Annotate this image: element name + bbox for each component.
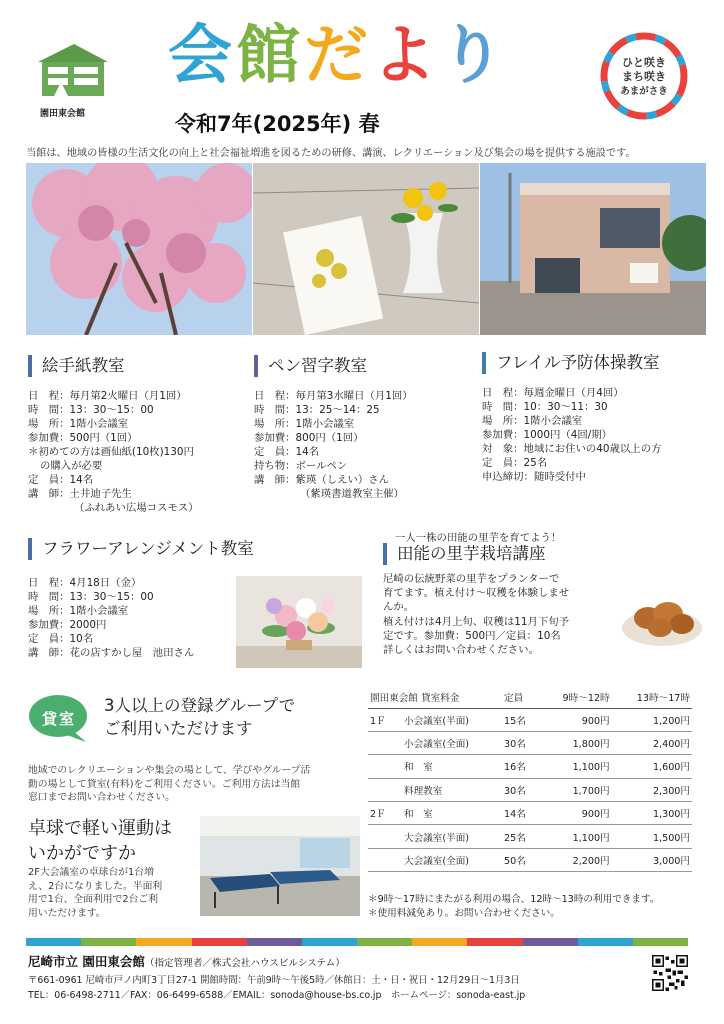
stripe-segment <box>412 938 467 946</box>
frail-class-info <box>482 386 661 484</box>
satoimo-tagline: 一人一株の田能の里芋を育てよう！ <box>395 532 562 544</box>
table-row <box>368 825 692 848</box>
info-line: 対 象：地域にお住いの40歳以上の方 <box>482 443 662 455</box>
frail-class-heading: フレイル予防体操教室 <box>482 352 660 374</box>
badge-line: まち咲き <box>622 70 666 83</box>
room-cell: 和 室 <box>404 809 433 821</box>
pm-price-cell: 3,000円 <box>652 856 690 868</box>
capacity-cell: 50名 <box>504 856 526 868</box>
capacity-cell: 30名 <box>504 785 526 797</box>
note-line: ＊9時〜17時にまたがる利用の場合、12時〜13時の利用できます。 <box>368 894 660 905</box>
pen-class-info <box>254 389 413 501</box>
table-tennis-room-photo <box>200 816 360 916</box>
floor-cell <box>368 755 402 778</box>
info-line: （紫瑛書道教室主催） <box>300 488 404 500</box>
heading-line: 卓球で軽い運動は <box>28 818 172 839</box>
info-line: 講 師：土井迪子先生 <box>28 488 132 500</box>
body-line: え、2台になりました。半面利 <box>28 880 163 892</box>
floor-cell <box>368 778 402 801</box>
taro-dish-icon <box>620 588 704 650</box>
info-line: の購入が必要 <box>40 460 103 472</box>
stripe-segment <box>26 938 81 946</box>
info-line: 参加費：500円（1回） <box>28 432 138 444</box>
info-line: 講 師：花の店すかし屋 池田さん <box>28 647 195 659</box>
room-cell: 大会議室(半面) <box>404 832 470 844</box>
info-line: 詳しくはお問い合わせください。 <box>383 644 539 657</box>
body-line: 動の場として貸室(有料)をご利用ください。ご利用方法は当館 <box>28 778 301 790</box>
info-line: ＊初めての方は画仙紙(10枚)130円 <box>28 446 194 458</box>
rental-label: 貸室 <box>41 710 76 728</box>
stripe-segment <box>81 938 136 946</box>
room-cell: 小会議室(全面) <box>404 739 470 751</box>
table-row <box>368 731 692 754</box>
logo-caption: 園田東会館 <box>40 109 86 119</box>
room-price-table <box>368 686 692 872</box>
stripe-segment <box>136 938 191 946</box>
info-line: （ふれあい広場コスモス） <box>74 502 199 514</box>
info-line: 申込締切：随時受付中 <box>482 471 586 483</box>
room-cell: 小会議室(半面) <box>404 715 470 727</box>
table-row <box>368 755 692 778</box>
capacity-cell: 16名 <box>504 762 526 774</box>
floor-cell <box>368 731 402 754</box>
table-row <box>368 708 692 731</box>
title-char: だ <box>304 19 372 93</box>
building-logo-icon <box>34 40 112 98</box>
info-line: 場 所：1階小会議室 <box>28 605 129 617</box>
info-line: 定 員：14名 <box>254 446 320 458</box>
info-line: 定 員：10名 <box>28 633 94 645</box>
stripe-segment <box>633 938 688 946</box>
badge-line: ひと咲き <box>622 56 666 69</box>
cherry-blossom-photo <box>26 163 252 335</box>
room-cell: 和 室 <box>404 762 433 774</box>
stripe-segment <box>357 938 412 946</box>
info-line: 定 員：25名 <box>482 457 548 469</box>
price-table-header: 13時〜17時 <box>636 692 690 704</box>
flower-class-heading: フラワーアレンジメント教室 <box>28 538 254 560</box>
body-line: 2F大会議室の卓球台が1台増 <box>28 867 154 878</box>
capacity-cell: 14名 <box>504 809 526 821</box>
stripe-segment <box>467 938 522 946</box>
address-line: 〒661-0961 尼崎市戸ノ内町3丁目27-1 開館時間：午前9時〜午後5時／休館日：土・日・祝日・12月29日〜1月3日 <box>28 975 520 986</box>
price-notes <box>368 893 698 921</box>
title-char: り <box>440 19 508 93</box>
floor-cell <box>368 848 402 871</box>
etegami-artwork-photo <box>253 163 479 335</box>
pm-price-cell: 2,400円 <box>652 739 690 751</box>
pm-price-cell: 1,600円 <box>652 762 690 774</box>
info-line: 参加費：1000円（4回/期） <box>482 429 613 441</box>
contact-line: TEL：06-6498-2711／FAX：06-6499-6588／EMAIL：sonoda@house-bs.co.jp ホームページ：sonoda-east.jp <box>28 990 526 1001</box>
stripe-segment <box>192 938 247 946</box>
table-row <box>368 848 692 871</box>
facility-name-text: 尼崎市立 園田東会館 <box>28 954 145 969</box>
intro-text: 当館は、地域の皆様の生活文化の向上と社会福祉増進を図るための研修、講演、レクリエーション及び集会の場を提供する施設です。 <box>26 148 636 159</box>
flower-arrangement-photo <box>236 576 362 668</box>
info-line: 定 員：14名 <box>28 474 94 486</box>
color-stripe-divider <box>26 938 688 946</box>
body-line: 地域でのレクリエーションや集会の場として、学びやグループ活 <box>28 765 311 776</box>
info-line: 場 所：1階小会議室 <box>482 415 583 427</box>
am-price-cell: 900円 <box>581 715 610 727</box>
table-row <box>368 802 692 825</box>
floor-cell: 2Ｆ <box>370 809 386 821</box>
info-line: 講 師：紫瑛（しえい）さん <box>254 474 390 486</box>
pm-price-cell: 1,200円 <box>652 715 690 727</box>
table-tennis-description <box>28 866 193 920</box>
info-line: 日 程：毎月第3水曜日（月1回） <box>254 390 413 402</box>
city-slogan-badge <box>596 28 692 124</box>
info-line: 定です。参加費：500円／定員：10名 <box>383 629 561 642</box>
pm-price-cell: 1,500円 <box>652 832 690 844</box>
price-table-header: 定員 <box>504 692 524 704</box>
community-hall-building-photo <box>480 163 706 335</box>
info-line: 参加費：2000円 <box>28 619 107 631</box>
badge-line: あまがさき <box>620 86 668 97</box>
info-line: 日 程：毎週金曜日（月4回） <box>482 387 624 399</box>
body-line: 用で1台、全面利用で2台ご利 <box>28 894 159 906</box>
title-char: 館 <box>236 19 304 93</box>
floor-cell: 1Ｆ <box>370 715 386 727</box>
info-line: 尼崎の伝統野菜の里芋をプランターで <box>383 573 560 585</box>
title-char: 会 <box>168 19 236 93</box>
info-line: 日 程：毎月第2火曜日（月1回） <box>28 390 187 402</box>
table-tennis-heading <box>28 816 172 866</box>
flower-class-info <box>28 576 194 660</box>
note-line: ＊使用料減免あり。お問い合わせください。 <box>368 908 560 919</box>
price-table-header: 9時〜12時 <box>562 692 610 704</box>
pm-price-cell: 2,300円 <box>652 785 690 797</box>
am-price-cell: 1,100円 <box>572 832 610 844</box>
info-line: 場 所：1階小会議室 <box>28 418 129 430</box>
room-cell: 料理教室 <box>404 785 443 797</box>
title-char: よ <box>372 19 440 93</box>
am-price-cell: 1,100円 <box>572 762 610 774</box>
price-table-header: 園田東会館 貸室料金 <box>370 692 460 704</box>
body-line: 用いただけます。 <box>28 907 106 919</box>
stripe-segment <box>302 938 357 946</box>
pen-class-heading: ペン習字教室 <box>254 355 367 377</box>
body-line: 窓口までお問い合わせください。 <box>28 792 175 804</box>
am-price-cell: 1,700円 <box>572 785 610 797</box>
info-line: 場 所：1階小会議室 <box>254 418 355 430</box>
info-line: 持ち物：ボールペン <box>254 460 348 472</box>
info-line: 日 程：4月18日（金） <box>28 577 142 589</box>
floor-cell <box>368 825 402 848</box>
room-cell: 大会議室(全面) <box>404 856 470 868</box>
stripe-segment <box>247 938 302 946</box>
info-line: 参加費：800円（1回） <box>254 432 364 444</box>
info-line: んか。 <box>383 601 415 614</box>
info-line: 時 間：13：30〜15：00 <box>28 404 154 416</box>
capacity-cell: 25名 <box>504 832 526 844</box>
etegami-class-info <box>28 389 199 515</box>
manager-text: （指定管理者／株式会社ハウスビルシステム） <box>144 958 345 969</box>
page-title <box>168 19 508 93</box>
am-price-cell: 2,200円 <box>572 856 610 868</box>
stripe-segment <box>523 938 578 946</box>
heading-line: いかがですか <box>28 843 136 864</box>
satoimo-class-info <box>383 572 613 657</box>
pm-price-cell: 1,300円 <box>652 809 690 821</box>
issue-subtitle: 令和7年(2025年) 春 <box>175 112 380 136</box>
info-line: 育てます。植え付け〜収穫を体験しませ <box>383 587 570 600</box>
satoimo-class-heading: 田能の里芋栽培講座 <box>383 543 546 565</box>
heading-line: 3人以上の登録グループで <box>104 696 296 715</box>
capacity-cell: 15名 <box>504 715 526 727</box>
info-line: 時 間：13：25〜14：25 <box>254 404 380 416</box>
info-line: 時 間：13：30〜15：00 <box>28 591 154 603</box>
am-price-cell: 900円 <box>581 809 610 821</box>
capacity-cell: 30名 <box>504 739 526 751</box>
qr-code-icon[interactable] <box>652 955 688 991</box>
rental-heading <box>104 694 295 740</box>
facility-name <box>28 952 345 970</box>
rental-description <box>28 764 358 805</box>
stripe-segment <box>578 938 633 946</box>
table-row <box>368 778 692 801</box>
info-line: 植え付けは4月上旬、収穫は11月下旬予 <box>383 615 570 628</box>
am-price-cell: 1,800円 <box>572 739 610 751</box>
etegami-class-heading: 絵手紙教室 <box>28 355 125 377</box>
info-line: 時 間：10：30〜11：30 <box>482 401 608 413</box>
heading-line: ご利用いただけます <box>104 719 253 738</box>
